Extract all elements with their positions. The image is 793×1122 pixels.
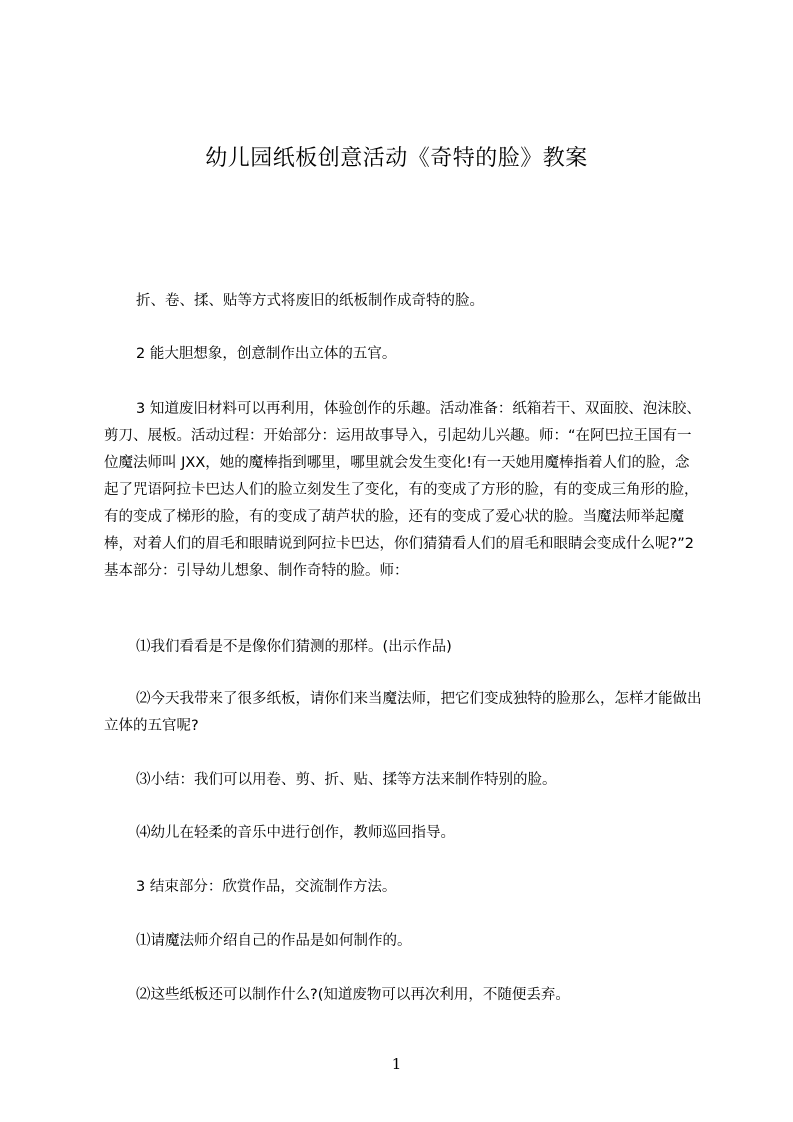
paragraph-1: 折、卷、揉、贴等方式将废旧的纸板制作成奇特的脸。 xyxy=(136,293,484,309)
paragraph-6: ⑶小结：我们可以用卷、剪、折、贴、揉等方法来制作特别的脸。 xyxy=(136,772,557,788)
paragraph-2: 2 能大胆想象，创意制作出立体的五官。 xyxy=(136,346,397,362)
paragraph-10: ⑵这些纸板还可以制作什么?(知道废物可以再次利用，不随便丢弃。 xyxy=(136,987,570,1003)
paragraph-8: 3 结束部分：欣赏作品，交流制作方法。 xyxy=(136,879,397,895)
paragraph-5: ⑵今天我带来了很多纸板，请你们来当魔法师，把它们变成独特的脸那么，怎样才能做出立体的五官呢? xyxy=(104,691,702,734)
paragraph-9: ⑴请魔法师介绍自己的作品是如何制作的。 xyxy=(136,933,412,949)
paragraph-3: 3 知道废旧材料可以再利用，体验创作的乐趣。活动准备：纸箱若干、双面胶、泡沫胶、剪刀、展板。活动过程：开始部分：运用故事导入，引起幼儿兴趣。师：“在阿巴拉王国有一位魔法师叫 JXX，她的魔棒指到哪里，哪里就会发生变化!有一天她用魔棒指着人们的脸，念起了咒语阿拉卡巴达人们的脸立刻发生了变化，有的变成了方形的脸，有的变成三角形的脸，有的变成了梯形的脸，有的变成了葫芦状的脸，还有的变成了爱心状的脸。当魔法师举起魔棒，对着人们的眉毛和眼睛说到阿拉卡巴达，你们猜猜看人们的眉毛和眼睛会变成什么呢?”2 基本部分：引导幼儿想象、制作奇特的脸。师： xyxy=(104,401,701,579)
page-number: 1 xyxy=(391,1055,402,1073)
paragraph-7: ⑷幼儿在轻柔的音乐中进行创作，教师巡回指导。 xyxy=(136,825,455,841)
paragraph-4: ⑴我们看看是不是像你们猜测的那样。(出示作品) xyxy=(136,639,452,655)
document-title: 幼儿园纸板创意活动《奇特的脸》教案 xyxy=(205,146,588,171)
